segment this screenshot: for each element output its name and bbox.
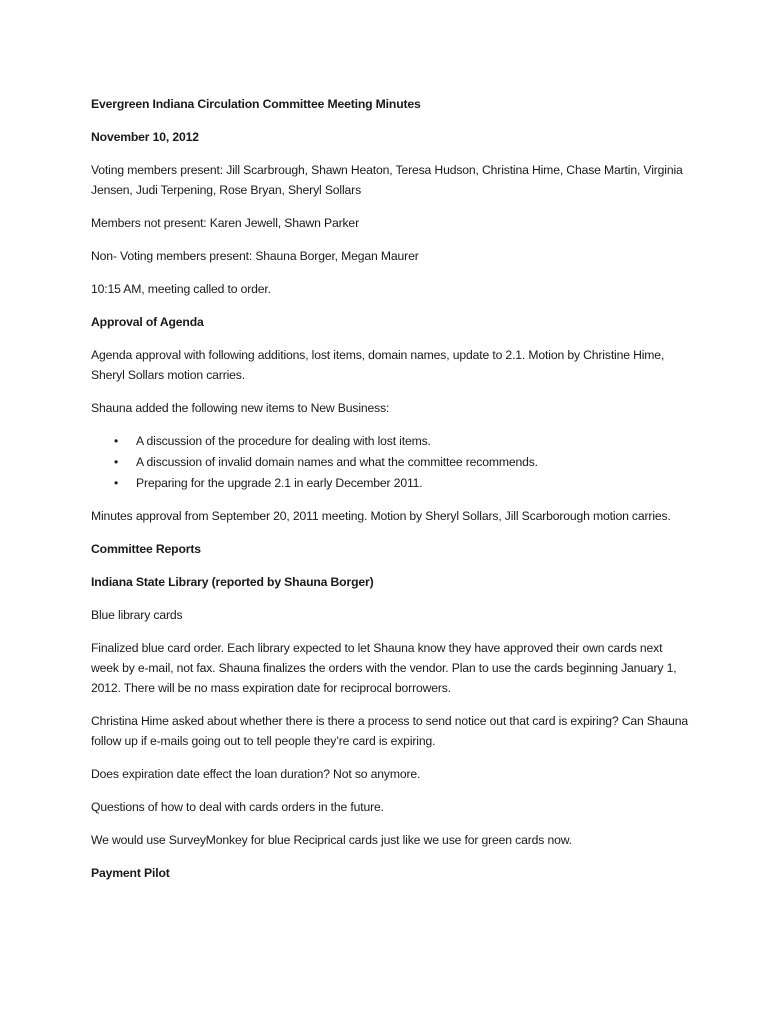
meeting-date: November 10, 2012 <box>91 130 199 144</box>
new-items-list <box>91 431 691 494</box>
christina-question-paragraph: Christina Hime asked about whether there is there a process to send notice out that card is expiring? Can Shauna follow up if e-mails going out to tell people they’re card is expiring. <box>91 714 688 748</box>
bullet-icon: • <box>114 476 119 490</box>
list-item-text: Preparing for the upgrade 2.1 in early December 2011. <box>136 476 423 490</box>
indiana-state-library-heading: Indiana State Library (reported by Shauna Borger) <box>91 575 374 589</box>
bullet-icon: • <box>114 434 119 448</box>
list-item-text: A discussion of the procedure for dealing with lost items. <box>136 434 431 448</box>
payment-pilot-heading: Payment Pilot <box>91 866 170 880</box>
approval-of-agenda-heading: Approval of Agenda <box>91 315 204 329</box>
document-title: Evergreen Indiana Circulation Committee Meeting Minutes <box>91 97 421 111</box>
members-not-present-paragraph: Members not present: Karen Jewell, Shawn Parker <box>91 216 359 230</box>
bullet-icon: • <box>114 455 119 469</box>
document-page <box>91 94 691 896</box>
card-orders-paragraph: Questions of how to deal with cards orders in the future. <box>91 800 384 814</box>
expiration-question-paragraph: Does expiration date effect the loan duration? Not so anymore. <box>91 767 421 781</box>
committee-reports-heading: Committee Reports <box>91 542 201 556</box>
new-items-intro-paragraph: Shauna added the following new items to New Business: <box>91 401 390 415</box>
list-item-text: A discussion of invalid domain names and what the committee recommends. <box>136 455 538 469</box>
voting-members-paragraph: Voting members present: Jill Scarbrough, Shawn Heaton, Teresa Hudson, Christina Hime, Chase Martin, Virginia Jensen, Judi Terpening, Rose Bryan, Sheryl Sollars <box>91 163 683 197</box>
list-item <box>91 473 691 494</box>
surveymonkey-paragraph: We would use SurveyMonkey for blue Reciprical cards just like we use for green cards now. <box>91 833 572 847</box>
call-to-order-paragraph: 10:15 AM, meeting called to order. <box>91 282 271 296</box>
non-voting-members-paragraph: Non- Voting members present: Shauna Borger, Megan Maurer <box>91 249 419 263</box>
list-item <box>91 431 691 452</box>
agenda-approval-paragraph: Agenda approval with following additions, lost items, domain names, update to 2.1. Motion by Christine Hime, Sheryl Sollars motion carries. <box>91 348 665 382</box>
list-item <box>91 452 691 473</box>
blue-library-cards-paragraph: Blue library cards <box>91 608 183 622</box>
minutes-approval-paragraph: Minutes approval from September 20, 2011 meeting. Motion by Sheryl Sollars, Jill Scarborough motion carries. <box>91 509 671 523</box>
finalized-order-paragraph: Finalized blue card order. Each library expected to let Shauna know they have approved their own cards next week by e-mail, not fax. Shauna finalizes the orders with the vendor. Plan to use the cards beginning January 1, 2012. There will be no mass expiration date for reciprocal borrowers. <box>91 641 677 695</box>
